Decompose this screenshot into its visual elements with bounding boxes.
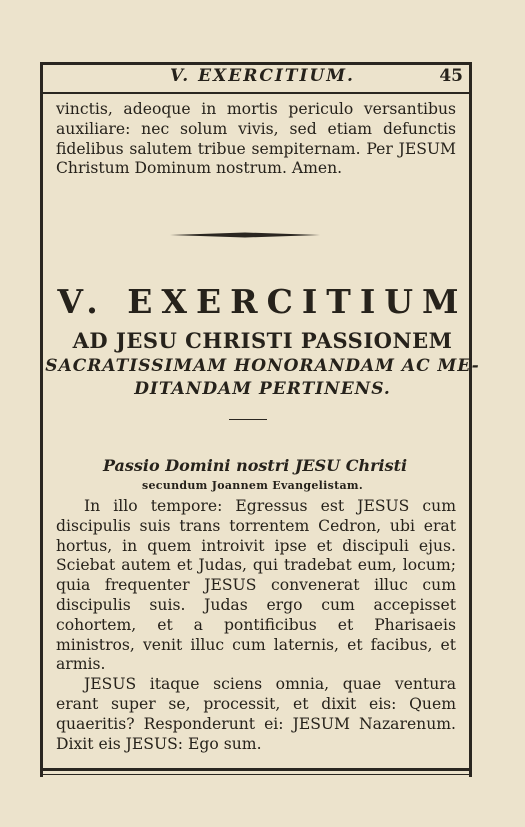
- bottom-rule: [40, 768, 472, 775]
- gospel-paragraph-2: JESUS itaque sciens omnia, quae ventura erant super se, processit, et dixit eis: Quem quaeritis? Responderunt ei: JESUM Nazarenum. Dixit eis JESUS: Ego sum.: [56, 675, 456, 753]
- gospel-paragraph-1: In illo tempore: Egressus est JESUS cum discipulis suis trans torrentem Cedron, ubi erat hortus, in quem introivit ipse et discipuli ejus. Sciebat autem et Judas, qui tradebat eum, locum; quia frequenter JESUS convenerat illuc cum discipulis suis. Judas ergo cum accepisset cohortem, et a pontificibus et Pharisaeis ministros, venit illuc cum laternis, et facibus, et armis.: [56, 497, 456, 674]
- exercise-subtitle-line-3: DITANDAM PERTINENS.: [134, 379, 391, 399]
- exercise-title: V. EXERCITIUM: [57, 282, 468, 321]
- exercise-subtitle-line-1: AD JESU CHRISTI PASSIONEM: [72, 328, 453, 353]
- gospel-source: secundum Joannem Evangelistam.: [142, 479, 363, 492]
- prayer-text: vinctis, adeoque in mortis periculo versantibus auxiliare: nec solum vivis, sed etiam defunctis fidelibus salutem tribue sempiternam. Per JESUM Christum Dominum nostrum. Amen.: [56, 100, 456, 178]
- header-rule: [43, 92, 469, 94]
- gospel-heading: Passio Domini nostri JESU Christi: [102, 456, 408, 475]
- section-divider-ornament: [170, 232, 320, 238]
- page-number: 45: [439, 66, 463, 86]
- running-head: V. EXERCITIUM.: [170, 66, 355, 86]
- gospel-text: [56, 497, 456, 754]
- small-divider-rule: [229, 419, 267, 420]
- exercise-subtitle-line-2: SACRATISSIMAM HONORANDAM AC ME-: [45, 356, 480, 376]
- prayer-ending: [56, 100, 456, 179]
